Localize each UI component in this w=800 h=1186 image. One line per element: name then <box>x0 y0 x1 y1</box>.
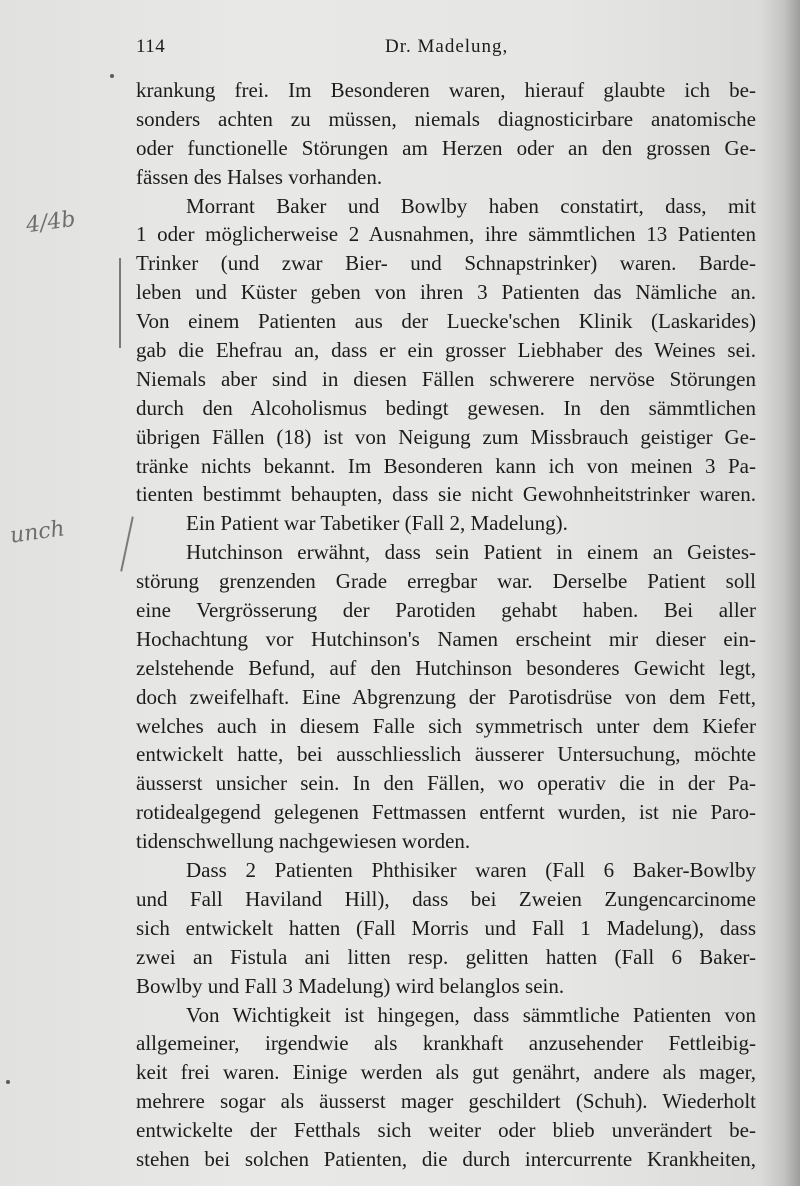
text-line: gab die Ehefrau an, dass er ein grosser Liebhaber des Weines sei. <box>136 338 756 363</box>
text-line: leben und Küster geben von ihren 3 Patienten das Nämliche an. <box>136 280 756 305</box>
text-line: entwickelt hatte, bei ausschliesslich äusserer Untersuchung, möchte <box>136 742 756 767</box>
page-edge-shadow <box>760 0 800 1186</box>
text-line: Niemals aber sind in diesen Fällen schwerere nervöse Störungen <box>136 366 756 391</box>
text-line: fässen des Halses vorhanden. <box>136 164 383 189</box>
text-line: Hochachtung vor Hutchinson's Namen erscheint mir dieser ein- <box>136 626 756 651</box>
text-line: äusserst unsicher sein. In den Fällen, wo operativ die in der Pa- <box>136 771 756 796</box>
text-line: Von einem Patienten aus der Luecke'schen Klinik (Laskarides) <box>136 309 756 334</box>
text-line: Morrant Baker und Bowlby haben constatirt, dass, mit <box>186 193 756 218</box>
handwritten-margin-note: 4/4b <box>24 206 77 239</box>
text-line: zwei an Fistula ani litten resp. gelitten hatten (Fall 6 Baker- <box>136 944 756 969</box>
ink-speck <box>110 74 114 78</box>
text-line: durch den Alcoholismus bedingt gewesen. In den sämmtlichen <box>136 395 756 420</box>
running-head: Dr. Madelung, <box>385 36 509 57</box>
body-text <box>136 76 756 1174</box>
text-line: und Fall Haviland Hill), dass bei Zweien Zungencarcinome <box>136 886 756 911</box>
handwritten-margin-note: unch <box>8 516 67 549</box>
page-number: 114 <box>136 36 166 57</box>
text-line: Hutchinson erwähnt, dass sein Patient in einem an Geistes- <box>186 540 756 565</box>
text-line: Bowlby und Fall 3 Madelung) wird belanglos sein. <box>136 973 565 998</box>
text-line: oder functionelle Störungen am Herzen oder an den grossen Ge- <box>136 135 756 160</box>
text-line: sich entwickelt hatten (Fall Morris und Fall 1 Madelung), dass <box>136 915 756 940</box>
text-line: doch zweifelhaft. Eine Abgrenzung der Parotisdrüse von dem Fett, <box>136 684 756 709</box>
text-line: zelstehende Befund, auf den Hutchinson besonderes Gewicht legt, <box>136 655 756 680</box>
text-line: eine Vergrösserung der Parotiden gehabt haben. Bei aller <box>136 598 756 623</box>
text-line: entwickelte der Fetthals sich weiter oder blieb unverändert be- <box>136 1118 756 1143</box>
margin-pencil-mark <box>119 258 121 348</box>
text-line: sonders achten zu müssen, niemals diagnosticirbare anatomische <box>136 106 756 131</box>
text-line: keit frei waren. Einige werden als gut genährt, andere als mager, <box>136 1060 756 1085</box>
page-header <box>136 36 752 64</box>
text-line: tidenschwellung nachgewiesen worden. <box>136 829 471 854</box>
margin-pencil-mark <box>120 516 134 571</box>
text-line: tienten bestimmt behaupten, dass sie nicht Gewohnheitstrinker waren. <box>136 482 756 507</box>
text-line: stehen bei solchen Patienten, die durch intercurrente Krankheiten, <box>136 1146 756 1171</box>
text-line: übrigen Fällen (18) ist von Neigung zum Missbrauch geistiger Ge- <box>136 424 756 449</box>
text-line: Trinker (und zwar Bier- und Schnapstrinker) waren. Barde- <box>136 251 756 276</box>
text-line: Dass 2 Patienten Phthisiker waren (Fall 6 Baker-Bowlby <box>186 858 756 883</box>
text-line: allgemeiner, irgendwie als krankhaft anzusehender Fettleibig- <box>136 1031 756 1056</box>
text-line: 1 oder möglicherweise 2 Ausnahmen, ihre sämmtlichen 13 Patienten <box>136 222 756 247</box>
text-line: störung grenzenden Grade erregbar war. Derselbe Patient soll <box>136 569 756 594</box>
ink-speck <box>6 1080 10 1084</box>
text-line: rotidealgegend gelegenen Fettmassen entfernt wurden, ist nie Paro- <box>136 800 756 825</box>
text-line: mehrere sogar als äusserst mager geschildert (Schuh). Wiederholt <box>136 1089 756 1114</box>
text-line: tränke nichts bekannt. Im Besonderen kann ich von meinen 3 Pa- <box>136 453 756 478</box>
text-line: welches auch in diesem Falle sich symmetrisch unter dem Kiefer <box>136 713 756 738</box>
text-line: krankung frei. Im Besonderen waren, hierauf glaubte ich be- <box>136 78 756 102</box>
text-line: Von Wichtigkeit ist hingegen, dass sämmtliche Patienten von <box>186 1002 756 1027</box>
text-line: Ein Patient war Tabetiker (Fall 2, Madelung). <box>186 511 568 536</box>
